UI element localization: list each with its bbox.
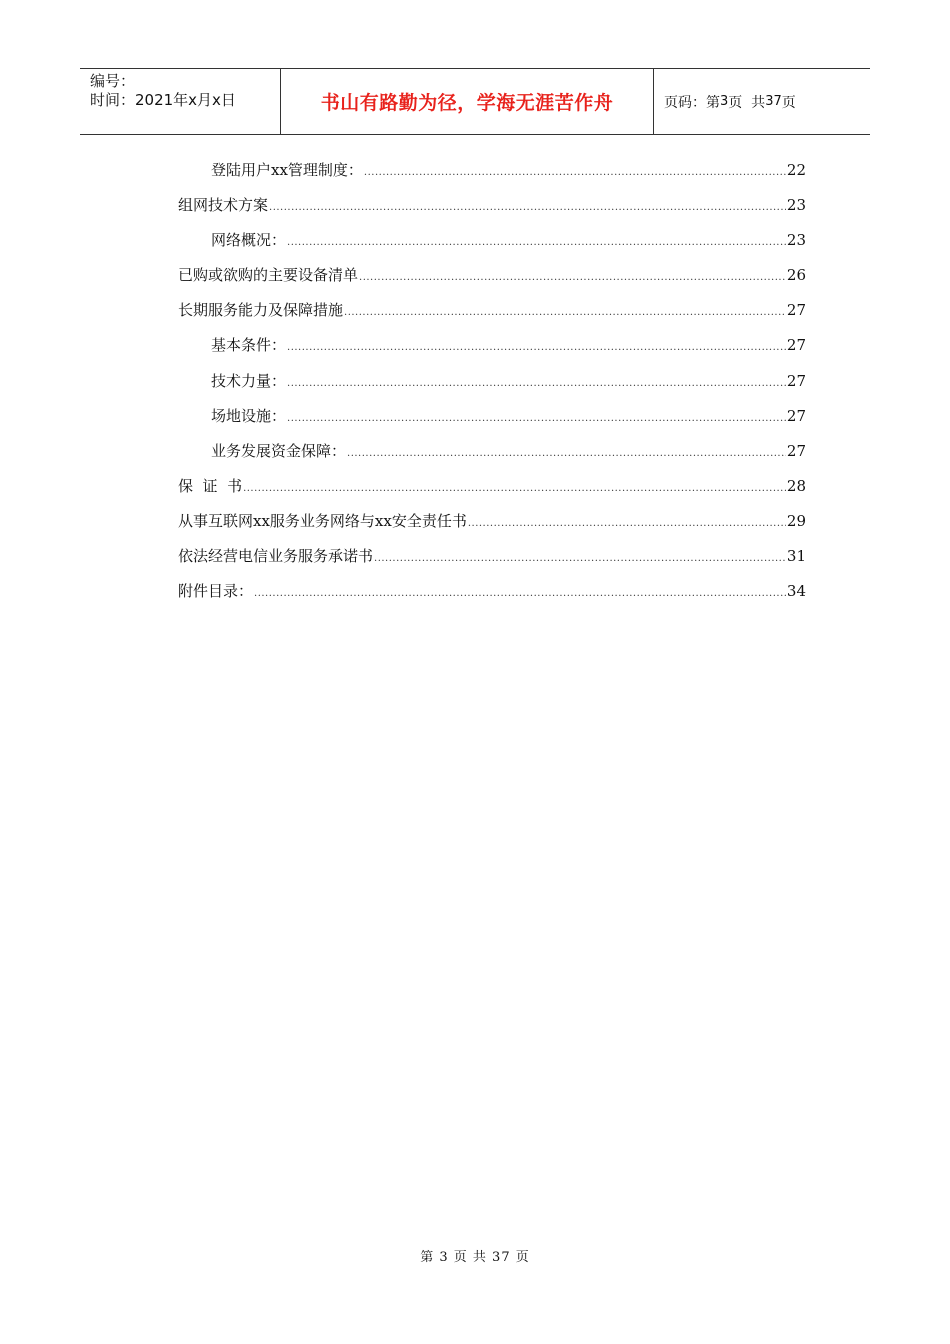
header-motto: 书山有路勤为径，学海无涯苦作舟: [281, 69, 654, 134]
toc-dot-leader: [344, 301, 786, 325]
toc-dot-leader: [287, 407, 786, 431]
toc-entry-page: 28: [786, 476, 806, 495]
toc-entry[interactable]: [178, 544, 806, 579]
toc-entry-title: 业务发展资金保障：: [211, 441, 347, 460]
toc-entry[interactable]: [178, 369, 806, 404]
toc-dot-leader: [287, 336, 786, 360]
toc-entry-title: 依法经营电信业务服务承诺书: [178, 547, 374, 566]
header-page-indicator: [654, 69, 870, 134]
toc-entry[interactable]: [178, 439, 806, 474]
toc-entry-title: 技术力量：: [211, 371, 287, 390]
table-of-contents: [178, 158, 806, 614]
toc-entry[interactable]: [178, 228, 806, 263]
toc-entry-page: 23: [786, 231, 806, 250]
page-footer: 第 3 页 共 37 页: [420, 1250, 530, 1265]
page-total: 37: [765, 94, 782, 109]
toc-entry-page: 34: [786, 582, 806, 601]
toc-entry-title: 场地设施：: [211, 406, 287, 425]
page-current: 3: [720, 94, 729, 109]
toc-entry-title: 保 证 书: [178, 476, 243, 495]
toc-entry-title: 基本条件：: [211, 336, 287, 355]
toc-entry-title: 从事互联网xx服务业务网络与xx安全责任书: [178, 511, 467, 530]
toc-entry-title: 附件目录：: [178, 582, 254, 601]
toc-dot-leader: [254, 582, 786, 606]
toc-dot-leader: [243, 477, 786, 501]
toc-entry[interactable]: [178, 509, 806, 544]
toc-entry-page: 31: [786, 547, 806, 566]
document-number-label: 编号：: [90, 72, 136, 90]
page-prefix: 页码：第: [664, 94, 720, 111]
toc-entry-page: 26: [786, 266, 806, 285]
toc-entry-title: 组网技术方案: [178, 196, 269, 215]
toc-entry-page: 27: [786, 371, 806, 390]
toc-entry[interactable]: [178, 579, 806, 614]
toc-entry-page: 27: [786, 441, 806, 460]
toc-dot-leader: [359, 266, 786, 290]
toc-entry-page: 23: [786, 196, 806, 215]
header-meta: [80, 69, 281, 134]
page-suffix: 页: [781, 94, 796, 111]
toc-dot-leader: [287, 372, 786, 396]
page-header: [80, 68, 870, 135]
toc-entry[interactable]: [178, 298, 806, 333]
toc-entry-title: 登陆用户xx管理制度：: [211, 161, 363, 179]
toc-dot-leader: [347, 442, 786, 466]
toc-entry-title: 长期服务能力及保障措施: [178, 301, 344, 320]
toc-entry-page: 27: [786, 301, 806, 320]
toc-entry-page: 29: [786, 511, 806, 530]
toc-entry-page: 27: [786, 336, 806, 355]
toc-entry[interactable]: [178, 404, 806, 439]
toc-dot-leader: [364, 161, 786, 185]
document-date: 时间：2021年x月x日: [90, 91, 236, 109]
toc-entry[interactable]: [178, 474, 806, 509]
toc-entry-title: 网络概况：: [211, 231, 287, 250]
toc-entry[interactable]: [178, 333, 806, 368]
toc-dot-leader: [269, 196, 786, 220]
toc-dot-leader: [287, 231, 786, 255]
toc-entry[interactable]: [178, 158, 806, 193]
toc-entry-title: 已购或欲购的主要设备清单: [178, 266, 359, 285]
toc-dot-leader: [468, 512, 786, 536]
page-mid: 页 共: [728, 94, 766, 111]
toc-entry[interactable]: [178, 263, 806, 298]
toc-dot-leader: [374, 547, 786, 571]
toc-entry-page: 27: [786, 406, 806, 425]
toc-entry[interactable]: [178, 193, 806, 228]
toc-entry-page: 22: [786, 161, 806, 179]
